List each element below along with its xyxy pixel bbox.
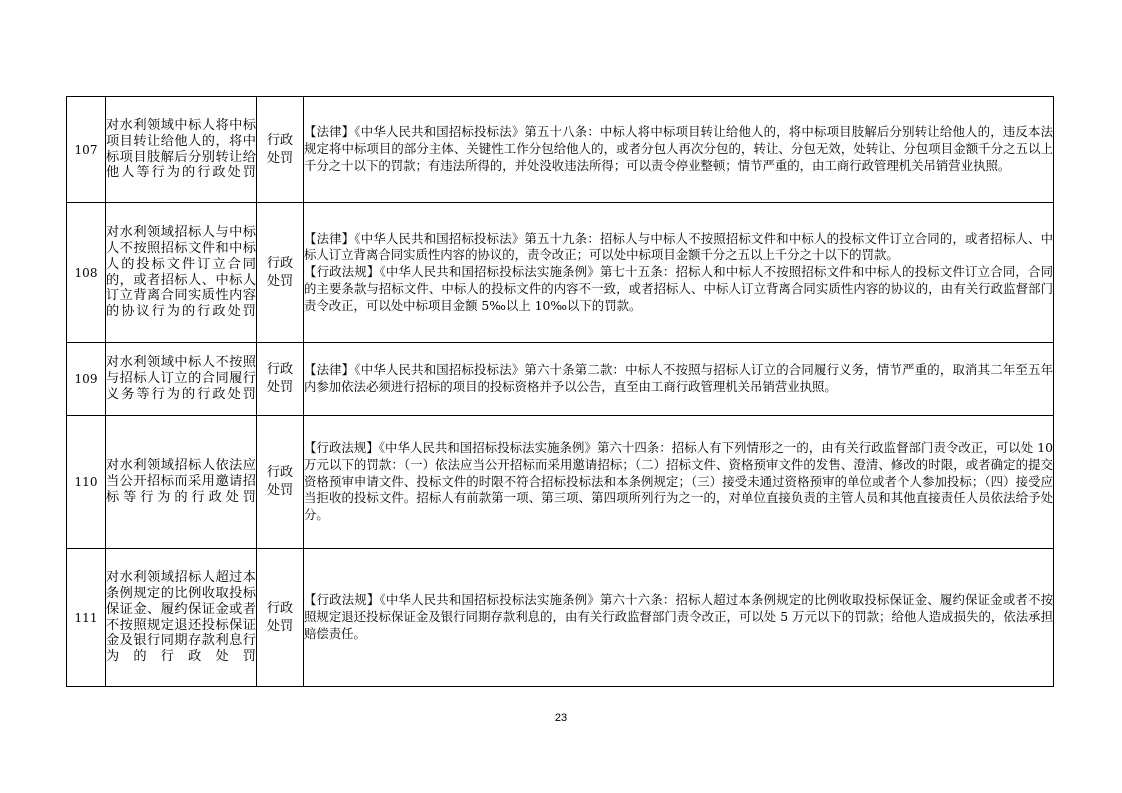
item-name: 对水利领域招标人依法应当公开招标而采用邀请招标等行为的行政处罚 bbox=[106, 416, 257, 549]
table-row bbox=[67, 203, 1054, 343]
row-number: 111 bbox=[67, 549, 106, 687]
item-type bbox=[257, 549, 304, 687]
basis-paragraph: 【法律】《中华人民共和国招标投标法》第五十八条：中标人将中标项目转让给他人的，将中标项目肢解后分别转让给他人的，违反本法规定将中标项目的部分主体、关键性工作分包给他人的，或者分包人再次分包的，转让、分包无效，处转让、分包项目金额千分之五以上千分之十以下的罚款；有违法所得的，并处没收违法所得；可以责令停业整顿；情节严重的，由工商行政管理机关吊销营业执照。 bbox=[304, 124, 1053, 173]
table-row bbox=[67, 343, 1054, 416]
basis-paragraph: 【法律】《中华人民共和国招标投标法》第五十九条：招标人与中标人不按照招标文件和中标人的投标文件订立合同的，或者招标人、中标人订立背离合同实质性内容的协议的，责令改正；可以处中标项目金额千分之五以上千分之十以下的罚款。 bbox=[304, 230, 1053, 263]
type-line: 处罚 bbox=[266, 150, 294, 166]
type-line: 行政 bbox=[266, 362, 294, 377]
type-line: 行政 bbox=[266, 600, 294, 616]
type-line: 处罚 bbox=[266, 273, 294, 289]
type-line: 处罚 bbox=[266, 618, 294, 634]
legal-basis bbox=[304, 343, 1054, 416]
table-row bbox=[67, 549, 1054, 687]
type-line: 行政 bbox=[266, 465, 294, 480]
item-type bbox=[257, 203, 304, 343]
type-line: 处罚 bbox=[266, 380, 294, 395]
type-line: 处罚 bbox=[266, 483, 294, 498]
basis-paragraph: 【行政法规】《中华人民共和国招标投标法实施条例》第七十五条：招标人和中标人不按照招标文件和中标人的投标文件订立合同，合同的主要条款与招标文件、中标人的投标文件的内容不一致，或者招标人、中标人订立背离合同实质性内容的协议的，由有关行政监督部门责令改正，可以处中标项目金额 5‰以上 10‰以下的罚款。 bbox=[304, 264, 1053, 313]
item-name: 对水利领域招标人超过本条例规定的比例收取投标保证金、履约保证金或者不按照规定退还投标保证金及银行同期存款利息行为的行政处罚 bbox=[106, 549, 257, 687]
page-number: 23 bbox=[554, 712, 568, 724]
basis-paragraph: 【行政法规】《中华人民共和国招标投标法实施条例》第六十六条：招标人超过本条例规定的比例收取投标保证金、履约保证金或者不按照规定退还投标保证金及银行同期存款利息的，由有关行政监督部门责令改正，可以处 5 万元以下的罚款；给他人造成损失的，依法承担赔偿责任。 bbox=[304, 592, 1053, 641]
table-row bbox=[67, 416, 1054, 549]
item-type bbox=[257, 97, 304, 203]
table-row bbox=[67, 97, 1054, 203]
row-number: 107 bbox=[67, 97, 106, 203]
legal-basis bbox=[304, 97, 1054, 203]
item-name: 对水利领域中标人将中标项目转让给他人的，将中标项目肢解后分别转让给他人等行为的行政处罚 bbox=[106, 97, 257, 203]
basis-paragraph: 【法律】《中华人民共和国招标投标法》第六十条第二款：中标人不按照与招标人订立的合同履行义务，情节严重的，取消其二年至五年内参加依法必须进行招标的项目的投标资格并予以公告，直至由工商行政管理机关吊销营业执照。 bbox=[304, 362, 1053, 394]
item-type bbox=[257, 343, 304, 416]
item-name: 对水利领域招标人与中标人不按照招标文件和中标人的投标文件订立合同的，或者招标人、中标人订立背离合同实质性内容的协议行为的行政处罚 bbox=[106, 203, 257, 343]
legal-basis bbox=[304, 549, 1054, 687]
basis-paragraph: 【行政法规】《中华人民共和国招标投标法实施条例》第六十四条：招标人有下列情形之一的，由有关行政监督部门责令改正，可以处 10 万元以下的罚款：（一）依法应当公开招标而采用邀请招标；（二）招标文件、资格预审文件的发售、澄清、修改的时限，或者确定的提交资格预审申请文件、投标文件的时限不符合招标投标法和本条例规定；（三）接受未通过资格预审的单位或者个人参加投标；（四）接受应当拒收的投标文件。招标人有前款第一项、第三项、第四项所列行为之一的，对单位直接负责的主管人员和其他直接责任人员依法给予处分。 bbox=[304, 440, 1053, 523]
item-type bbox=[257, 416, 304, 549]
type-line: 行政 bbox=[266, 132, 294, 148]
row-number: 110 bbox=[67, 416, 106, 549]
legal-basis bbox=[304, 203, 1054, 343]
legal-basis bbox=[304, 416, 1054, 549]
row-number: 108 bbox=[67, 203, 106, 343]
penalty-table bbox=[66, 96, 1054, 687]
type-line: 行政 bbox=[266, 255, 294, 271]
item-name: 对水利领域中标人不按照与招标人订立的合同履行义务等行为的行政处罚 bbox=[106, 343, 257, 416]
row-number: 109 bbox=[67, 343, 106, 416]
